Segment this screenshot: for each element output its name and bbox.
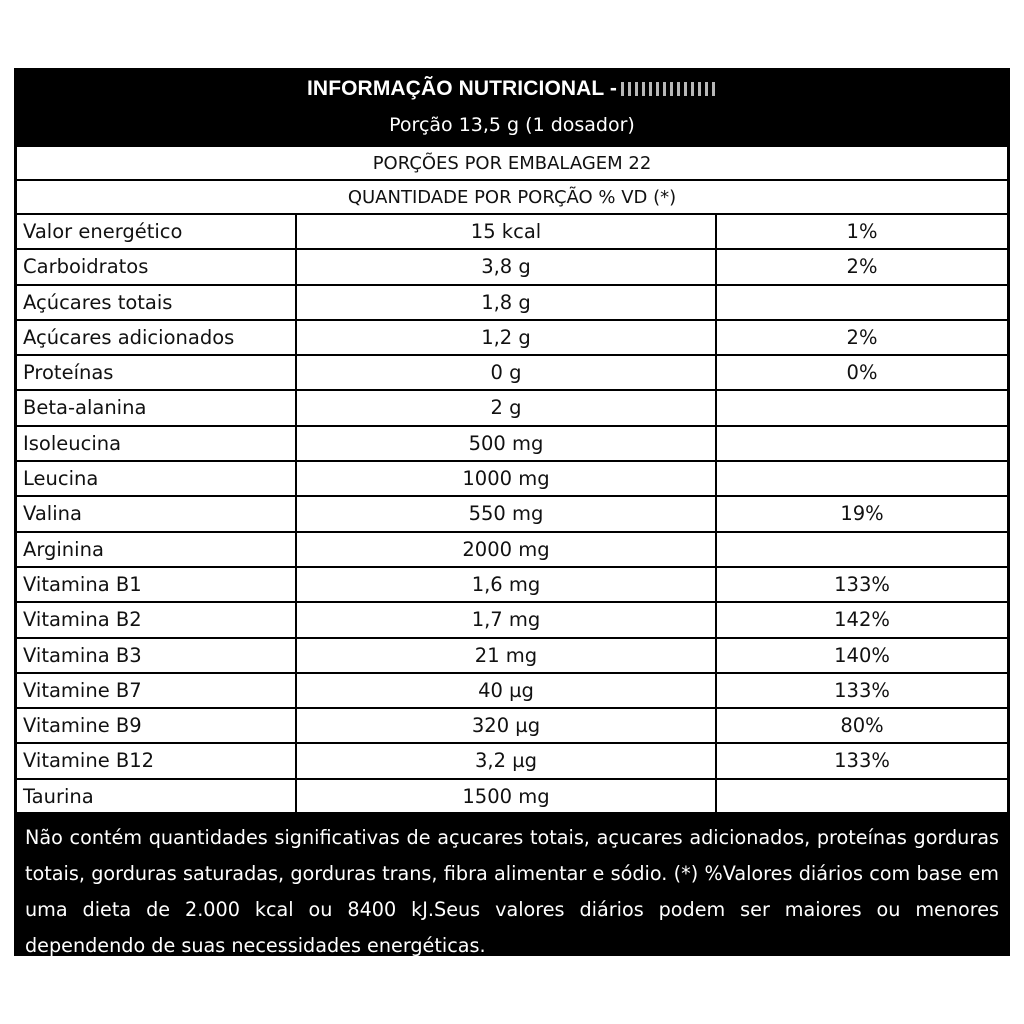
nutrient-row — [17, 566, 1007, 601]
nutrient-table — [17, 213, 1007, 813]
nutrient-name: Vitamine B12 — [17, 744, 297, 777]
nutrient-daily-value: 19% — [840, 502, 884, 526]
nutrient-amount: 550 mg — [297, 497, 717, 530]
nutrient-row — [17, 742, 1007, 777]
nutrient-daily-value: 133% — [834, 678, 890, 702]
nutrient-amount: 1000 mg — [297, 462, 717, 495]
nutrient-daily-value — [717, 427, 1007, 460]
nutrient-amount: 3,2 µg — [297, 744, 717, 777]
nutrient-row — [17, 778, 1007, 813]
nutrient-name: Açúcares totais — [17, 286, 297, 319]
portion-size: Porção 13,5 g (1 dosador) — [389, 114, 635, 136]
nutrient-row — [17, 707, 1007, 742]
nutrient-name: Vitamina B1 — [17, 568, 297, 601]
nutrient-daily-value — [717, 780, 1007, 813]
nutrient-row — [17, 319, 1007, 354]
label-title-text: INFORMAÇÃO NUTRICIONAL - — [307, 77, 617, 100]
nutrient-name: Taurina — [17, 780, 297, 813]
label-header — [17, 71, 1007, 145]
nutrient-name: Valina — [17, 497, 297, 530]
nutrient-amount: 320 µg — [297, 709, 717, 742]
nutrient-amount: 1,2 g — [297, 321, 717, 354]
nutrient-row — [17, 213, 1007, 248]
nutrient-row — [17, 389, 1007, 424]
nutrient-daily-value: 2% — [846, 325, 878, 349]
nutrient-row — [17, 495, 1007, 530]
nutrient-row — [17, 284, 1007, 319]
nutrient-daily-value: 140% — [834, 643, 890, 667]
nutrient-row — [17, 248, 1007, 283]
nutrient-daily-value: 2% — [846, 255, 878, 279]
nutrient-name: Vitamine B9 — [17, 709, 297, 742]
nutrient-name: Vitamina B2 — [17, 603, 297, 636]
nutrient-daily-value: 80% — [840, 714, 884, 738]
nutrient-amount: 1,8 g — [297, 286, 717, 319]
nutrient-daily-value: 0% — [846, 361, 878, 385]
nutrient-amount: 1500 mg — [297, 780, 717, 813]
nutrient-daily-value — [717, 286, 1007, 319]
nutrient-amount: 15 kcal — [297, 215, 717, 248]
nutrient-name: Vitamina B3 — [17, 639, 297, 672]
nutrient-amount: 500 mg — [297, 427, 717, 460]
nutrient-amount: 21 mg — [297, 639, 717, 672]
nutrient-amount: 1,6 mg — [297, 568, 717, 601]
nutrient-amount: 40 µg — [297, 674, 717, 707]
nutrient-name: Proteínas — [17, 356, 297, 389]
nutrient-amount: 2 g — [297, 391, 717, 424]
nutrient-name: Vitamine B7 — [17, 674, 297, 707]
nutrient-name: Isoleucina — [17, 427, 297, 460]
nutrient-amount: 3,8 g — [297, 250, 717, 283]
nutrient-row — [17, 460, 1007, 495]
nutrient-name: Arginina — [17, 533, 297, 566]
servings-per-package: PORÇÕES POR EMBALAGEM 22 — [17, 145, 1007, 180]
nutrient-row — [17, 601, 1007, 636]
nutrient-daily-value — [717, 533, 1007, 566]
nutrient-daily-value — [717, 462, 1007, 495]
nutrient-daily-value: 133% — [834, 572, 890, 596]
nutrient-amount: 1,7 mg — [297, 603, 717, 636]
label-title — [17, 77, 1007, 101]
nutrient-amount: 0 g — [297, 356, 717, 389]
nutrient-row — [17, 637, 1007, 672]
nutrient-name: Beta-alanina — [17, 391, 297, 424]
nutrient-name: Açúcares adicionados — [17, 321, 297, 354]
obscured-product-name — [621, 82, 717, 96]
nutrient-name: Valor energético — [17, 215, 297, 248]
nutrient-daily-value: 1% — [846, 220, 878, 243]
nutrient-row — [17, 425, 1007, 460]
nutrient-daily-value — [717, 391, 1007, 424]
nutrient-name: Carboidratos — [17, 250, 297, 283]
nutrition-facts-label — [14, 68, 1010, 956]
nutrient-daily-value: 133% — [834, 749, 890, 773]
nutrient-row — [17, 354, 1007, 389]
nutrient-daily-value: 142% — [834, 608, 890, 632]
nutrient-amount: 2000 mg — [297, 533, 717, 566]
nutrient-row — [17, 531, 1007, 566]
nutrient-row — [17, 672, 1007, 707]
quantity-header: QUANTIDADE POR PORÇÃO % VD (*) — [17, 179, 1007, 214]
footnote: Não contém quantidades significativas de açucares totais, açucares adicionados, proteínas gorduras totais, gorduras saturadas, gorduras trans, fibra alimentar e sódio. (*) %Valores diários com base em uma dieta de 2.000 kcal ou 8400 kJ.Seus valores diários podem ser maiores ou menores dependendo de suas necessidades energéticas. — [17, 812, 1007, 953]
nutrient-name: Leucina — [17, 462, 297, 495]
